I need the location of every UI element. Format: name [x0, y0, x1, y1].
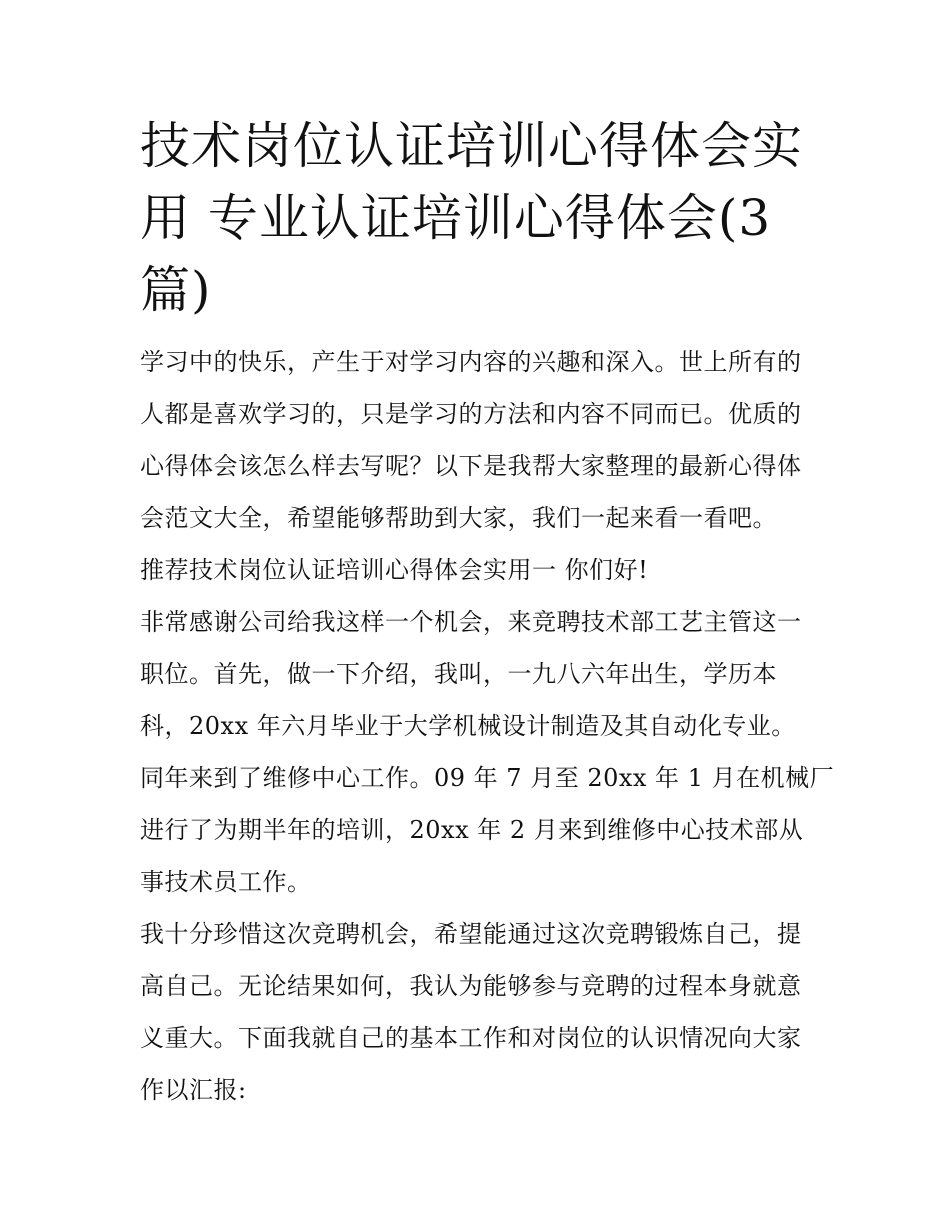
text-line: 同年来到了维修中心工作。09 年 7 月至 20xx 年 1 月在机械厂 [140, 764, 835, 792]
title-line: 技术岗位认证培训心得体会实 [140, 117, 803, 175]
text-line: 义重大。下面我就自己的基本工作和对岗位的认识情况向大家 [140, 1024, 802, 1052]
document-body [140, 336, 835, 1116]
text-line: 心得体会该怎么样去写呢？以下是我帮大家整理的最新心得体 [140, 452, 802, 480]
text-line: 科，20xx 年六月毕业于大学机械设计制造及其自动化专业。 [140, 712, 796, 740]
paragraph-greeting [140, 544, 815, 596]
text-line: 推荐技术岗位认证培训心得体会实用一 你们好! [140, 556, 649, 584]
text-line: 学习中的快乐，产生于对学习内容的兴趣和深入。世上所有的 [140, 348, 802, 376]
text-line: 我十分珍惜这次竞聘机会，希望能通过这次竞聘锻炼自己，提 [140, 920, 802, 948]
text-line: 非常感谢公司给我这样一个机会，来竞聘技术部工艺主管这一 [140, 608, 802, 636]
text-line: 事技术员工作。 [140, 868, 312, 896]
text-line: 进行了为期半年的培训，20xx 年 2 月来到维修中心技术部从 [140, 816, 804, 844]
paragraph-self-introduction [140, 596, 835, 908]
paragraph-intro [140, 336, 815, 544]
text-line: 会范文大全，希望能够帮助到大家，我们一起来看一看吧。 [140, 504, 777, 532]
paragraph-motivation [140, 908, 815, 1116]
document-page [140, 110, 835, 1116]
document-title [140, 110, 815, 326]
text-line: 职位。首先，做一下介绍，我叫，一九八六年出生，学历本 [140, 660, 777, 688]
title-line: 篇) [140, 261, 212, 319]
text-line: 高自己。无论结果如何，我认为能够参与竞聘的过程本身就意 [140, 972, 802, 1000]
text-line: 人都是喜欢学习的，只是学习的方法和内容不同而已。优质的 [140, 400, 802, 428]
text-line: 作以汇报: [140, 1076, 247, 1104]
title-line: 用 专业认证培训心得体会(3 [140, 189, 772, 247]
